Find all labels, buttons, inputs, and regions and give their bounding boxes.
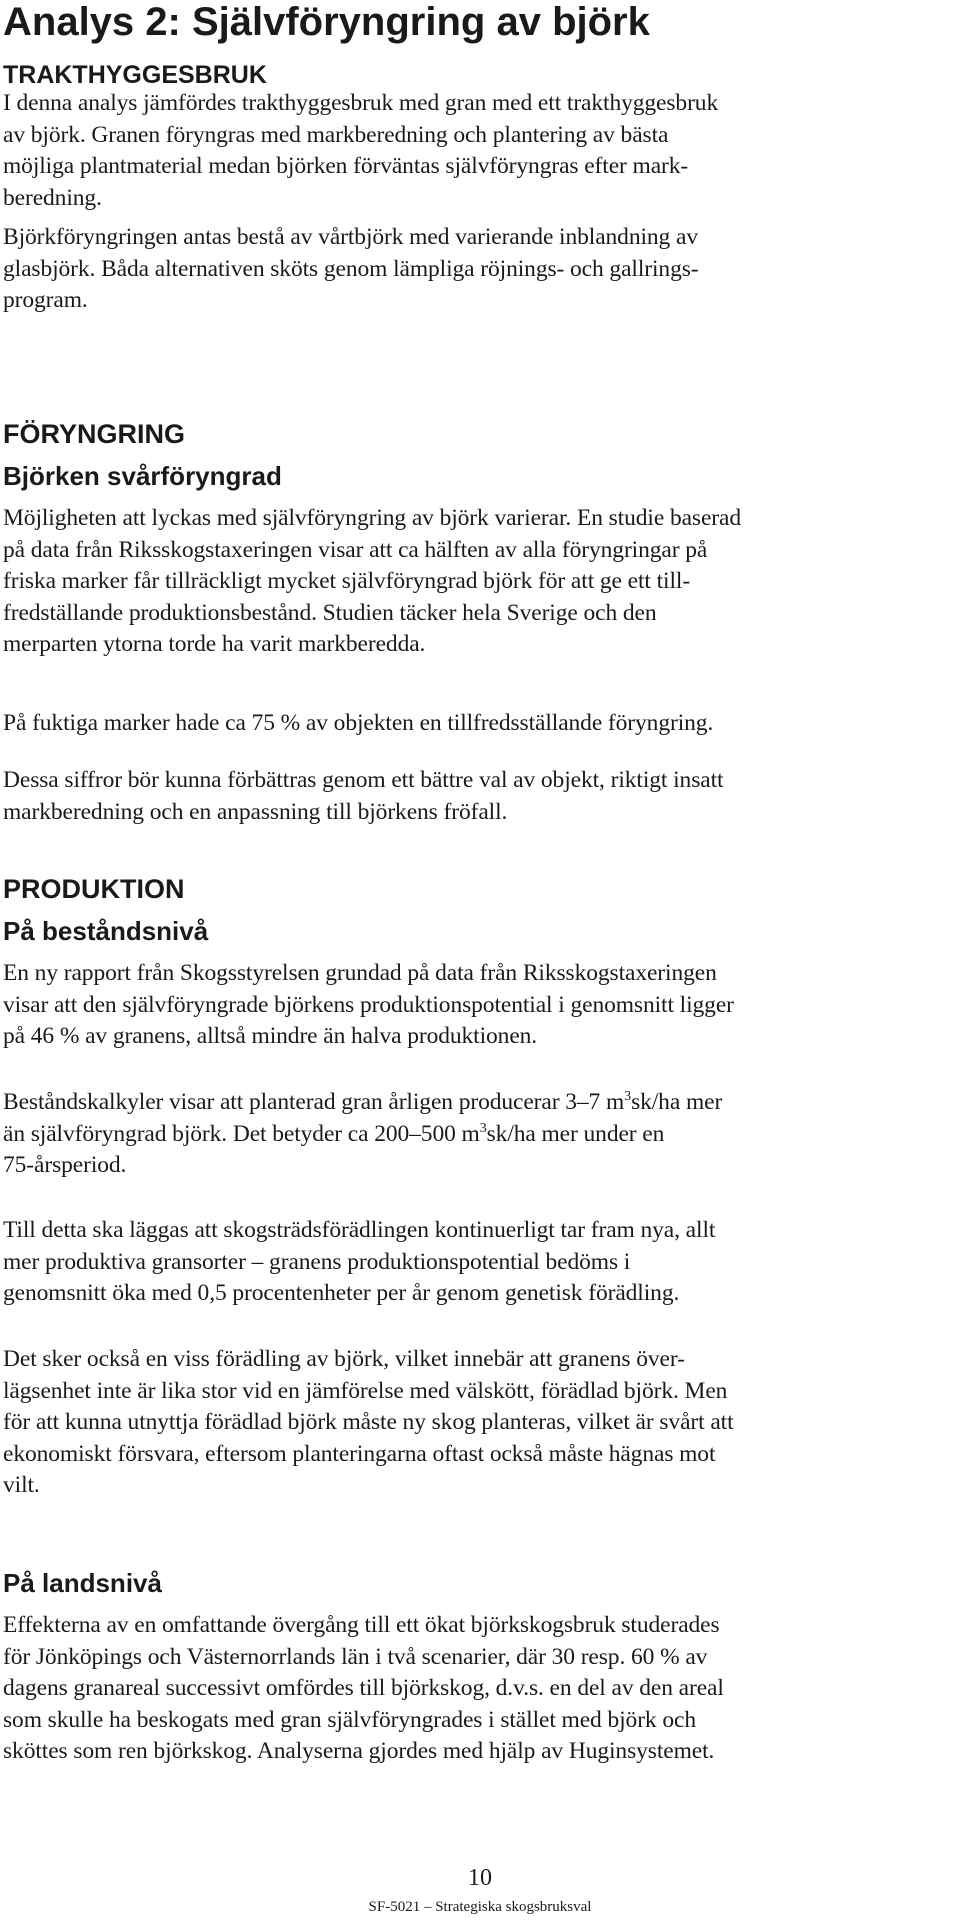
subheading-pa-landsniva: På landsnivå [3,1568,162,1598]
paragraph-produktion-2 [3,1087,953,1182]
text-line: dagens granareal successivt omfördes till björkskog, d.v.s. en del av den areal [3,1675,724,1701]
text-line: Dessa siffror bör kunna förbättras genom ett bättre val av objekt, riktigt insatt [3,767,724,793]
text-line: på data från Riksskogstaxeringen visar att ca hälften av alla föryngringar på [3,536,708,563]
paragraph-trakthyggesbruk-1 [3,88,953,214]
paragraph-foryngring-3 [3,765,953,828]
subheading-bjorken-svarforyngrad: Björken svårföryngrad [3,461,282,491]
text-line: för att kunna utnyttja förädlad björk måste ny skog planteras, vilket är svårt att [3,1409,734,1435]
paragraph-foryngring-2 [3,708,953,740]
text-line: merparten ytorna torde ha varit markberedda. [3,631,426,657]
paragraph-trakthyggesbruk-2 [3,222,953,317]
page-title: Analys 2: Självföryngring av björk [3,0,650,44]
page-number: 10 [468,1865,492,1891]
text-line: vilt. [3,1472,40,1498]
text-line: lägsenhet inte är lika stor vid en jämförelse med välskött, förädlad björk. Men [3,1377,728,1404]
subheading-pa-bestandsniva: På beståndsnivå [3,916,209,946]
text-line: möjliga plantmaterial medan björken förväntas självföryngras efter mark- [3,153,689,179]
text-line [3,1119,953,1151]
superscript: 3 [624,1089,632,1104]
text-line: En ny rapport från Skogsstyrelsen grundad på data från Riksskogstaxeringen [3,960,717,986]
text-fragment: Beståndskalkyler visar att planterad gran årligen producerar 3–7 m [3,1089,625,1115]
paragraph-produktion-3 [3,1215,953,1310]
text-line: Till detta ska läggas att skogsträdsförädlingen kontinuerligt tar fram nya, allt [3,1217,716,1243]
paragraph-foryngring-1 [3,503,953,661]
text-line: Effekterna av en omfattande övergång till ett ökat björkskogsbruk studerades [3,1612,720,1638]
text-line: glasbjörk. Båda alternativen sköts genom lämpliga röjnings- och gallrings- [3,255,699,282]
section-heading-foryngring: FÖRYNGRING [3,419,185,449]
text-line: för Jönköpings och Västernorrlands län i två scenarier, där 30 resp. 60 % av [3,1643,708,1670]
text-line: mer produktiva gransorter – granens produktionspotential bedöms i [3,1248,631,1275]
text-line: Björkföryngringen antas bestå av vårtbjörk med varierande inblandning av [3,224,698,250]
text-line: visar att den självföryngrade björkens produktionspotential i genomsnitt ligger [3,991,734,1018]
text-line: På fuktiga marker hade ca 75 % av objekten en tillfredsställande föryngring. [3,710,714,736]
paragraph-produktion-4 [3,1344,953,1502]
text-line: som skulle ha beskogats med gran självföryngrades i stället med björk och [3,1706,696,1733]
text-line: på 46 % av granens, alltså mindre än halva produktionen. [3,1023,538,1049]
text-line: av björk. Granen föryngras med markberedning och plantering av bästa [3,121,669,148]
text-line: 75-årsperiod. [3,1152,127,1178]
text-line: I denna analys jämfördes trakthyggesbruk med gran med ett trakthyggesbruk [3,90,719,116]
text-line: Möjligheten att lyckas med självföryngring av björk varierar. En studie baserad [3,505,742,531]
document-reference: SF-5021 – Strategiska skogsbruksval [368,1899,592,1915]
text-line [3,1087,953,1119]
text-line: fredställande produktionsbestånd. Studien täcker hela Sverige och den [3,599,657,626]
text-fragment: sk/ha mer [631,1089,723,1115]
paragraph-produktion-1 [3,958,953,1053]
text-line: beredning. [3,184,102,211]
text-line: Det sker också en viss förädling av björk, vilket innebär att granens över- [3,1346,685,1372]
text-fragment: än självföryngrad björk. Det betyder ca 200–500 m [3,1120,480,1147]
text-line: genomsnitt öka med 0,5 procentenheter per år genom genetisk förädling. [3,1280,680,1306]
text-line: friska marker får tillräckligt mycket självföryngrad björk för att ge ett till- [3,568,691,594]
superscript: 3 [479,1120,487,1136]
text-line: markberedning och en anpassning till björkens fröfall. [3,798,508,825]
text-fragment: sk/ha mer under en [486,1120,665,1147]
paragraph-produktion-5 [3,1610,953,1768]
text-line: ekonomiskt försvara, eftersom planteringarna oftast också måste hägnas mot [3,1440,716,1467]
section-heading-produktion: PRODUKTION [3,874,185,904]
text-line: sköttes som ren björkskog. Analyserna gjordes med hjälp av Huginsystemet. [3,1738,715,1764]
section-heading-trakthyggesbruk: TRAKTHYGGESBRUK [3,61,267,89]
text-line: program. [3,287,88,313]
